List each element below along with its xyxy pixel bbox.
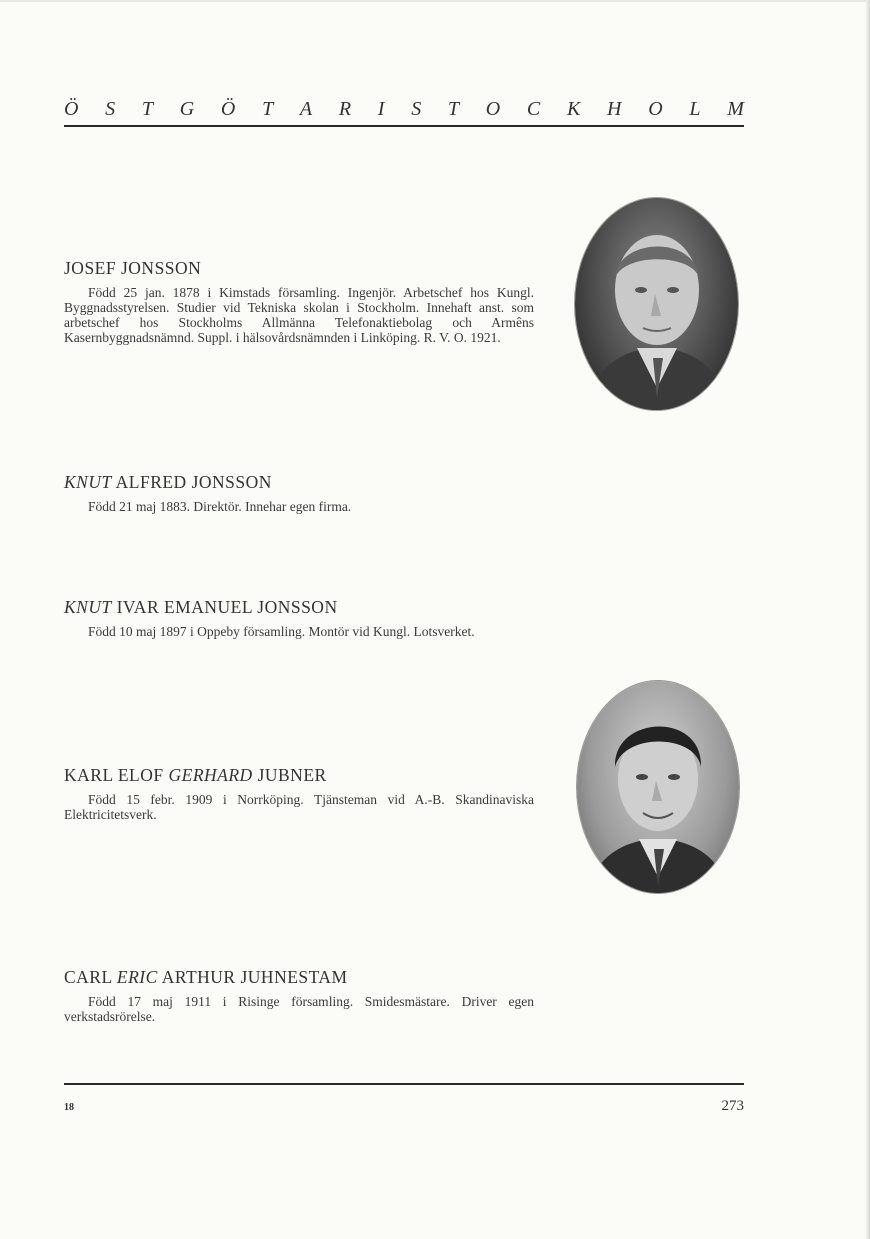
entry-name: JOSEF JONSSON	[64, 258, 202, 278]
portrait-icon	[577, 681, 739, 893]
header-letter: I	[377, 98, 385, 120]
entry-body: Född 10 maj 1897 i Oppeby församling. Montör vid Kungl. Lotsverket.	[88, 624, 475, 639]
portrait-icon	[575, 198, 738, 410]
signature-mark: 18	[64, 1102, 74, 1113]
header-letter: S	[411, 98, 422, 120]
running-header	[64, 98, 744, 121]
header-letter: O	[485, 98, 501, 120]
header-rule	[64, 125, 744, 127]
entry-name: KNUT ALFRED JONSSON	[64, 472, 272, 492]
entry-karl-elof-gerhard-jubner	[64, 765, 534, 822]
entry-name: CARL ERIC ARTHUR JUHNESTAM	[64, 967, 348, 987]
entry-knut-ivar-emanuel-jonsson	[64, 597, 534, 639]
header-letter: T	[262, 98, 274, 120]
page-edge	[0, 0, 870, 2]
entry-knut-alfred-jonsson	[64, 472, 534, 514]
header-letter: G	[179, 98, 195, 120]
header-letter: O	[648, 98, 663, 120]
header-letter: Ö	[64, 98, 79, 120]
header-letter: S	[105, 98, 116, 120]
entry-body: Född 21 maj 1883. Direktör. Innehar egen firma.	[88, 499, 352, 514]
page-number: 273	[721, 1098, 744, 1114]
entry-josef-jonsson	[64, 258, 534, 345]
entry-carl-eric-arthur-juhnestam	[64, 967, 534, 1024]
header-letter: H	[607, 98, 622, 120]
portrait-photo-josef-jonsson	[575, 198, 738, 410]
header-letter: C	[526, 98, 541, 120]
page-edge-shadow	[866, 0, 870, 1239]
header-letter: K	[566, 98, 581, 120]
entry-body: Född 17 maj 1911 i Risinge församling. Smidesmästare. Driver egen verkstadsrörelse.	[64, 994, 534, 1024]
header-letter: A	[299, 98, 313, 120]
portrait-photo-gerhard-jubner	[577, 681, 739, 893]
entry-body: Född 25 jan. 1878 i Kimstads församling. Ingenjör. Arbetschef hos Kungl. Byggnadsstyrelsen. Studier vid Tekniska skolan i Stockholm. Innehaft anst. som arbetschef hos Stockholms Allmänna Telefonaktiebolag och Armêns Kasernbyggnadsnämnd. Suppl. i hälsovårdsnämnden i Linköping. R. V. O. 1921.	[64, 285, 534, 345]
header-letter: R	[338, 98, 352, 120]
header-letter: L	[689, 98, 701, 120]
entry-body: Född 15 febr. 1909 i Norrköping. Tjänsteman vid A.-B. Skandinaviska Elektricitetsverk.	[64, 792, 534, 822]
header-letter: M	[727, 98, 744, 120]
entry-name: KARL ELOF GERHARD JUBNER	[64, 765, 327, 785]
header-letter: T	[141, 98, 154, 120]
header-letter: T	[447, 98, 460, 120]
footer-rule	[64, 1083, 744, 1085]
header-letter: Ö	[220, 98, 236, 120]
entry-name: KNUT IVAR EMANUEL JONSSON	[64, 597, 338, 617]
